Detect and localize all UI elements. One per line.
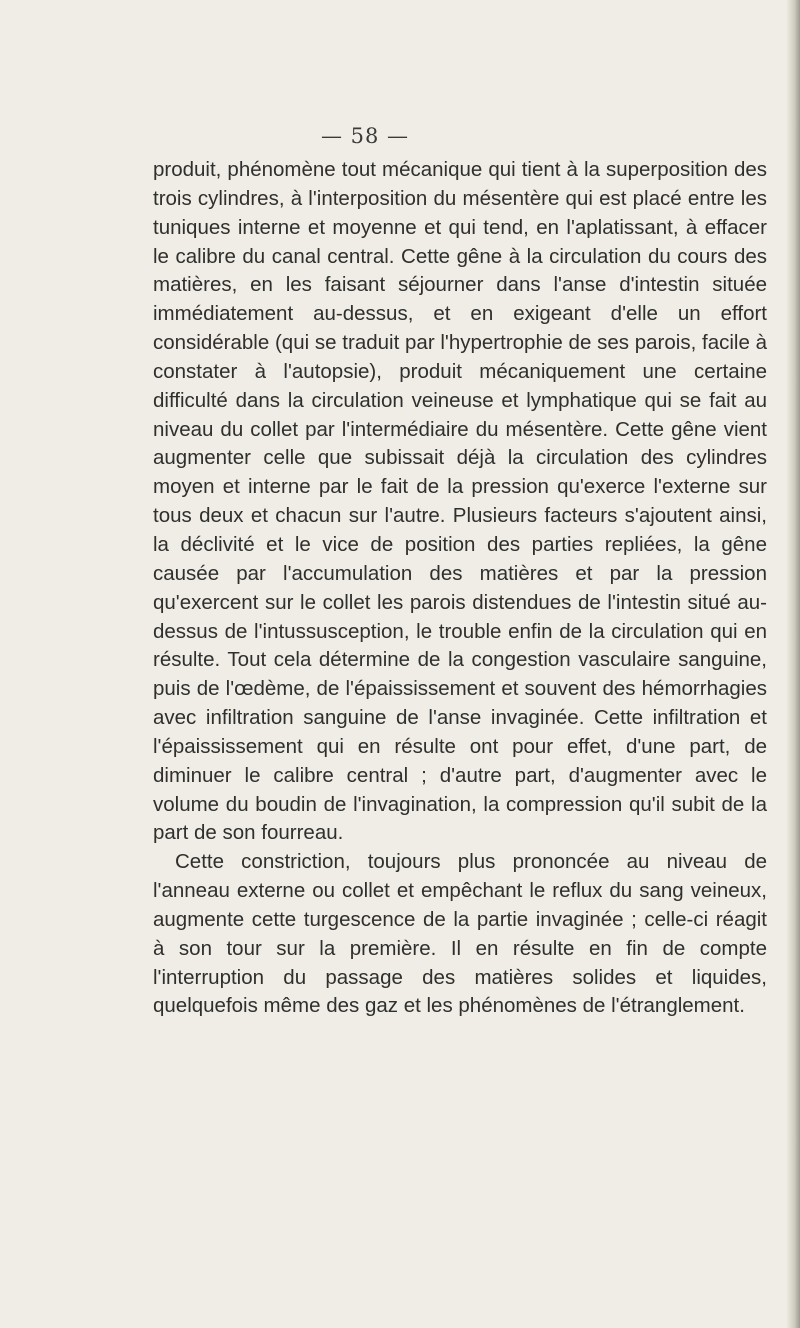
body-text [153,156,767,1021]
page-edge-shadow [786,0,800,1328]
page-number: — 58 — [320,124,410,148]
paragraph-2: Cette constriction, toujours plus prononcée au niveau de l'anneau externe ou collet et empêchant le reflux du sang veineux, augmente cette turgescence de la partie invaginée ; celle-ci réagit à son tour sur la première. Il en résulte en fin de compte l'interruption du passage des matières solides et liquides, quelquefois même des gaz et les phénomènes de l'étranglement. [153,850,767,1018]
paragraph-1: produit, phénomène tout mécanique qui tient à la superposition des trois cylindres, à l'interposition du mésentère qui est placé entre les tuniques interne et moyenne et qui tend, en l'aplatissant, à effacer le calibre du canal central. Cette gêne à la circulation du cours des matières, en les faisant séjourner dans l'anse d'intestin située immédiatement au-dessus, et en exigeant d'elle un effort considérable (qui se traduit par l'hypertrophie de ses parois, facile à constater à l'autopsie), produit mécaniquement une certaine difficulté dans la circulation veineuse et lymphatique qui se fait au niveau du collet par l'intermédiaire du mésentère. Cette gêne vient augmenter celle que subissait déjà la circulation des cylindres moyen et interne par le fait de la pression qu'exerce l'externe sur tous deux et chacun sur l'autre. Plusieurs facteurs s'ajoutent ainsi, la déclivité et le vice de position des parties repliées, la gêne causée par l'accumulation des matières et par la pression qu'exercent sur le collet les parois distendues de l'intestin situé au-dessus de l'intussusception, le trouble enfin de la circulation qui en résulte. Tout cela détermine de la congestion vasculaire sanguine, puis de l'œdème, de l'épaississement et souvent des hémorrhagies avec infiltration sanguine de l'anse invaginée. Cette infiltration et l'épaississement qui en résulte ont pour effet, d'une part, de diminuer le calibre central ; d'autre part, d'augmenter avec le volume du boudin de l'invagination, la compression qu'il subit de la part de son fourreau. [153,158,767,845]
